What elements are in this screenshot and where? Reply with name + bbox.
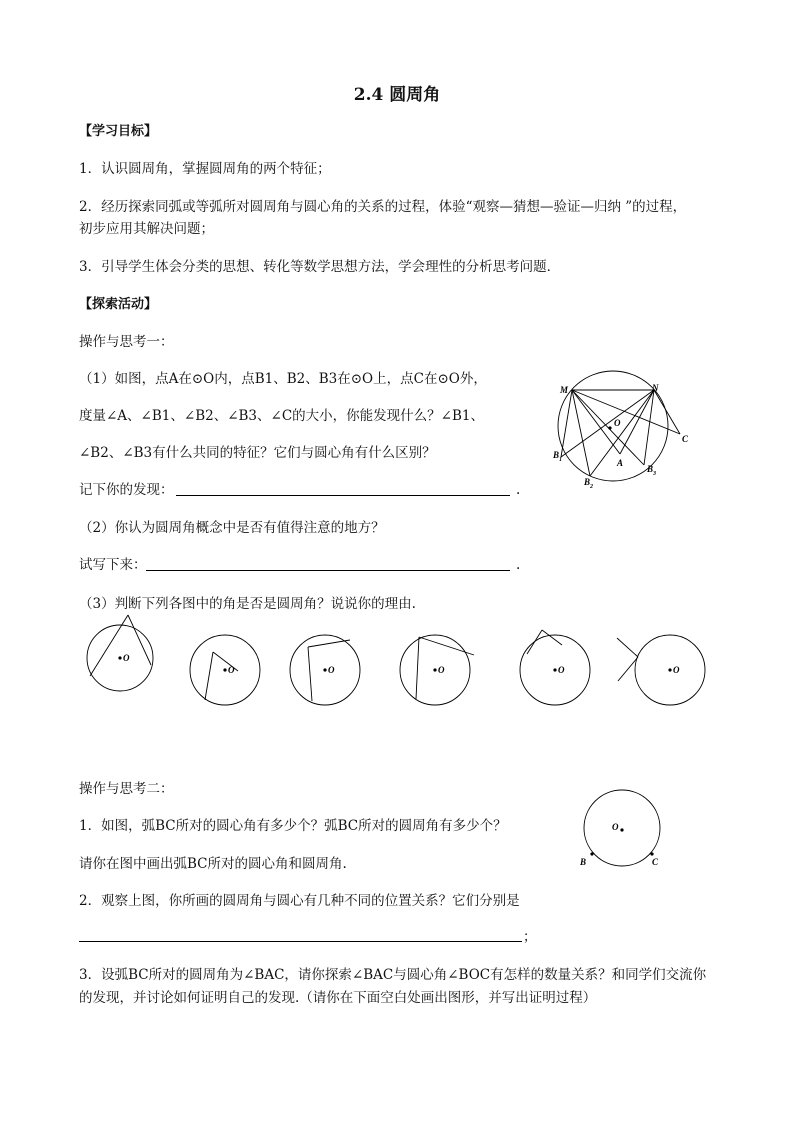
q1-line-1: （1）如图，点A在⊙O内，点B1、B2、B3在⊙O上，点C在⊙O外， bbox=[79, 371, 487, 387]
fig1-label-o: O bbox=[614, 418, 621, 428]
goals-heading: 【学习目标】 bbox=[79, 124, 158, 139]
fig2-point-c bbox=[650, 852, 653, 855]
note2-period: . bbox=[516, 557, 521, 573]
op2-q3-line-2: 的发现，并讨论如何证明自己的发现.（请你在下面空白处画出图形，并写出证明过程） bbox=[79, 990, 597, 1006]
small-circle-4-label: O bbox=[438, 665, 445, 675]
note2-label: 试写下来： bbox=[79, 557, 147, 573]
goal-item-2-line-1: 2．经历探索同弧或等弧所对圆周角与圆心角的关系的过程，体验“观察—猜想—验证—归纳 ”的过程， bbox=[79, 199, 687, 215]
fig2-label-o: O bbox=[612, 822, 619, 832]
op2-q2: 2．观察上图，你所画的圆周角与圆心有几种不同的位置关系？它们分别是 bbox=[79, 893, 520, 909]
fig1-label-b1: $B_1$ bbox=[553, 450, 563, 463]
fig1-label-n: N bbox=[652, 383, 659, 393]
fig2-label-b: B bbox=[580, 857, 587, 867]
fig1-label-c: C bbox=[682, 434, 689, 444]
small-circle-6-label: O bbox=[673, 665, 680, 675]
note1-label: 记下你的发现： bbox=[79, 482, 174, 498]
small-circle-3-label: O bbox=[328, 665, 335, 675]
q3: （3）判断下列各图中的角是否是圆周角？说说你的理由. bbox=[79, 596, 416, 612]
figure-circle-angles bbox=[540, 370, 710, 495]
goal-item-1: 1．认识圆周角，掌握圆周角的两个特征； bbox=[79, 161, 331, 177]
fig1-label-a: A bbox=[617, 458, 624, 468]
fig2-point-b bbox=[590, 852, 593, 855]
small-circle-1-label: O bbox=[123, 653, 130, 663]
q2: （2）你认为圆周角概念中是否有值得注意的地方？ bbox=[79, 520, 385, 536]
small-circle-2-label: O bbox=[228, 665, 235, 675]
fig1-label-b3: $B_3$ bbox=[647, 464, 657, 477]
fig2-center-dot bbox=[620, 828, 623, 831]
q1-line-2: 度量∠A、∠B1、∠B2、∠B3、∠C的大小，你能发现什么？∠B1、 bbox=[79, 408, 484, 424]
fig1-label-m: M bbox=[560, 385, 569, 395]
fig1-label-b2: $B_2$ bbox=[584, 477, 594, 490]
explore-heading: 【探索活动】 bbox=[79, 297, 158, 312]
fig2-circle bbox=[584, 790, 660, 866]
op2-q2-answer-line[interactable] bbox=[79, 941, 522, 942]
figure-small-circles bbox=[80, 610, 720, 700]
figure-arc-bc bbox=[570, 785, 680, 875]
fig2-label-c: C bbox=[652, 857, 659, 867]
note1-period: . bbox=[516, 482, 521, 498]
op2-q1-hint: 请你在图中画出弧BC所对的圆心角和圆周角. bbox=[79, 856, 347, 872]
q1-line-3: ∠B2、∠B3有什么共同的特征？它们与圆心角有什么区别？ bbox=[79, 445, 436, 461]
op1-title: 操作与思考一： bbox=[79, 334, 174, 350]
small-circle-5-label: O bbox=[558, 665, 565, 675]
page-title: 2.4 圆周角 bbox=[353, 85, 441, 105]
goal-item-3: 3．引导学生体会分类的思想、转化等数学思想方法，学会理性的分析思考问题． bbox=[79, 259, 561, 275]
goal-item-2-line-2: 初步应用其解决问题； bbox=[79, 221, 214, 237]
fig1-center-dot bbox=[608, 426, 611, 429]
note2-answer-line[interactable] bbox=[146, 570, 510, 571]
op2-q1: 1．如图，弧BC所对的圆心角有多少个？弧BC所对的圆周角有多少个？ bbox=[79, 818, 507, 834]
op2-q2-end: ； bbox=[523, 929, 537, 945]
op2-q3-line-1: 3．设弧BC所对的圆周角为∠BAC，请你探索∠BAC与圆心角∠BOC有怎样的数量关系？和同学们交流你 bbox=[79, 967, 707, 983]
op2-title: 操作与思考二： bbox=[79, 781, 174, 797]
note1-answer-line[interactable] bbox=[176, 495, 510, 496]
